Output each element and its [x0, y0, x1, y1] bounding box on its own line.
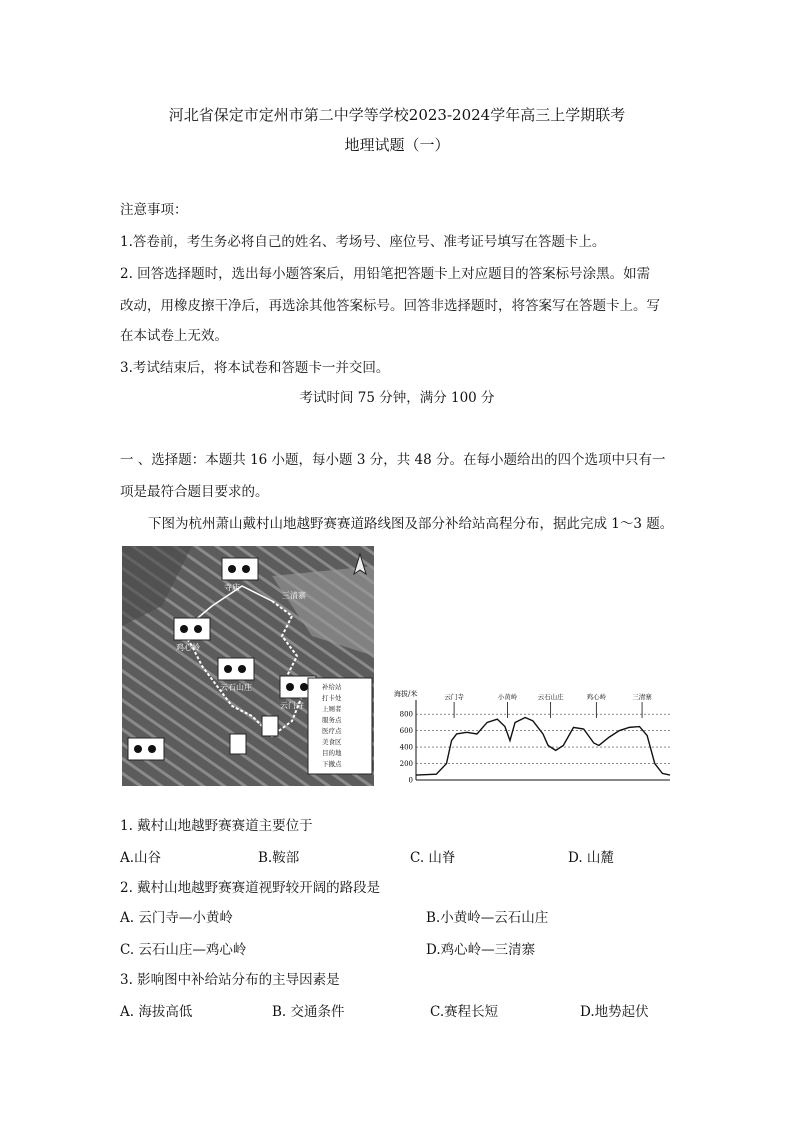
legend-item: 下撤点 [322, 760, 342, 768]
station-label: 三清寨 [632, 693, 652, 701]
map-label-temple: 寺庙 [224, 583, 240, 592]
q2-option-c: C. 云石山庄—鸡心岭 [120, 942, 247, 958]
note-3: 3.考试结束后，将本试卷和答题卡一并交回。 [120, 360, 390, 376]
map-legend [322, 682, 342, 770]
q3-option-c: C.赛程长短 [430, 1004, 499, 1020]
elevation-chart [394, 686, 674, 786]
elevation-profile-line [416, 718, 670, 776]
y-tick-label: 600 [399, 727, 413, 736]
legend-item: 服务点 [322, 716, 342, 724]
legend-item: 补给站 [322, 683, 342, 691]
section-heading-line1: 一 、选择题：本题共 16 小题，每小题 3 分，共 48 分。在每小题给出的四个选项中只有一 [120, 452, 666, 468]
station-label: 云门寺 [444, 693, 464, 701]
legend-item: 目的地 [322, 749, 342, 757]
question-1-stem: 1. 戴村山地越野赛赛道主要位于 [120, 818, 313, 834]
exam-subtitle: 地理试题（一） [344, 136, 450, 154]
q1-option-c: C. 山脊 [410, 850, 456, 866]
note-2-line1: 2. 回答选择题时，选出每小题答案后，用铅笔把答题卡上对应题目的答案标号涂黑。如需 [120, 266, 651, 282]
map-label-sanqingzhai: 三清寨 [282, 591, 306, 600]
trail-map [122, 546, 374, 786]
y-axis-label: 海拔/米 [394, 690, 418, 698]
q3-option-b: B. 交通条件 [272, 1004, 345, 1020]
question-2-stem: 2. 戴村山地越野赛赛道视野较开阔的路段是 [120, 880, 381, 896]
q1-option-a: A.山谷 [120, 850, 162, 866]
y-tick-label: 800 [399, 710, 413, 719]
q1-option-d: D. 山麓 [568, 850, 614, 866]
station-label: 小黄岭 [497, 693, 518, 701]
note-1: 1.答卷前，考生务必将自己的姓名、考场号、座位号、准考证号填写在答题卡上。 [120, 234, 606, 250]
legend-item: 医疗点 [322, 727, 342, 735]
notes-heading: 注意事项： [120, 202, 188, 218]
q1-option-b: B.鞍部 [258, 850, 300, 866]
note-2-line2: 改动，用橡皮擦干净后，再选涂其他答案标号。回答非选择题时，将答案写在答题卡上。写 [120, 298, 660, 314]
map-label-jixinling: 鸡心岭 [176, 643, 200, 652]
exam-title: 河北省保定市定州市第二中学等学校2023-2024学年高三上学期联考 [168, 106, 626, 124]
station-label: 云石山庄 [537, 693, 564, 701]
elevation-chart-svg [394, 686, 674, 786]
legend-item: 上厕者 [322, 705, 342, 713]
y-tick-label: 400 [399, 743, 413, 752]
exam-time: 考试时间 75 分钟，满分 100 分 [299, 390, 495, 406]
y-tick-label: 200 [399, 760, 413, 769]
section-heading-line2: 项是最符合题目要求的。 [120, 484, 269, 500]
q3-option-a: A. 海拔高低 [120, 1004, 193, 1020]
q2-option-d: D.鸡心岭—三清寨 [426, 942, 536, 958]
y-tick-label: 0 [408, 776, 413, 785]
legend-item: 打卡处 [322, 694, 342, 702]
legend-item: 美食区 [322, 738, 342, 746]
station-label: 鸡心岭 [586, 693, 607, 701]
map-label-yunmen: 云门寺 [280, 701, 304, 710]
q3-option-d: D.地势起伏 [580, 1004, 649, 1020]
q2-option-a: A. 云门寺—小黄岭 [120, 910, 233, 926]
map-label-yunshi: 云石山庄 [220, 683, 252, 692]
question-3-stem: 3. 影响图中补给站分布的主导因素是 [120, 972, 340, 988]
figure-intro: 下图为杭州萧山戴村山地越野赛赛道路线图及部分补给站高程分布，据此完成 1～3 题。 [148, 516, 674, 532]
q2-option-b: B.小黄岭—云石山庄 [426, 910, 549, 926]
note-2-line3: 在本试卷上无效。 [120, 328, 228, 344]
